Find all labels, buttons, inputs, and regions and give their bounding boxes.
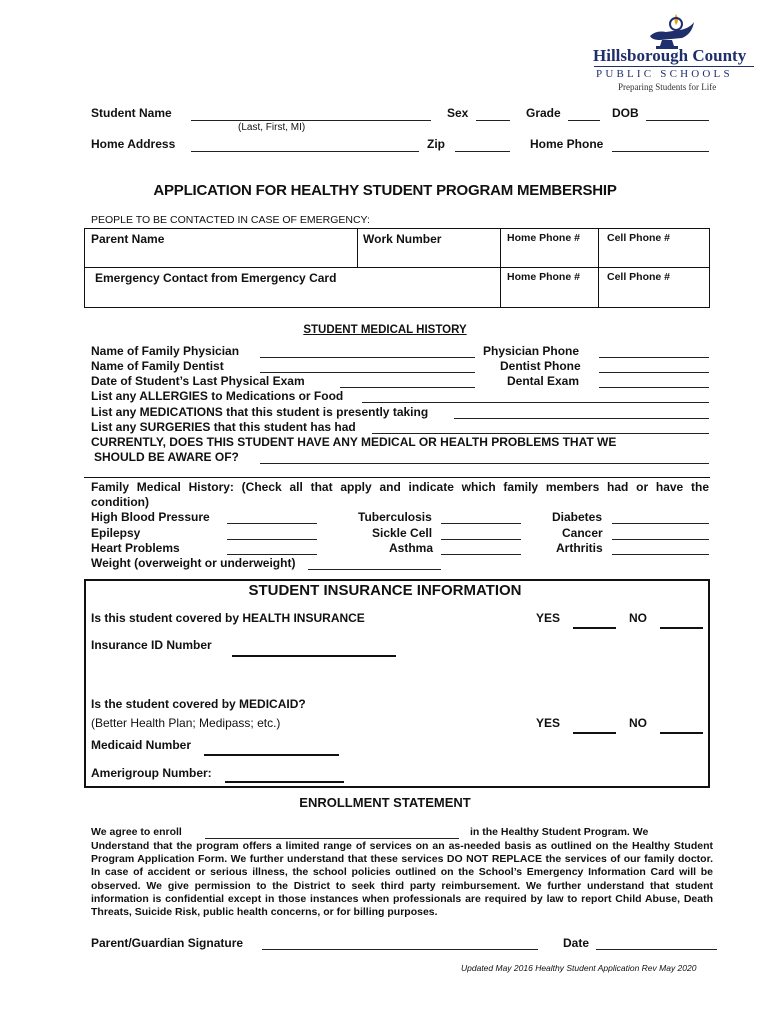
dental-exam-label: Dental Exam xyxy=(507,374,580,388)
date-field[interactable] xyxy=(596,949,717,950)
arthritis-label: Arthritis xyxy=(556,541,603,555)
in-program-label: in the Healthy Student Program. We xyxy=(470,826,649,838)
cell-phone-2-label: Cell Phone # xyxy=(607,271,671,283)
current-problems-label-2: SHOULD BE AWARE OF? xyxy=(94,450,239,464)
parent-name-label: Parent Name xyxy=(91,232,165,246)
footer-note: Updated May 2016 Healthy Student Application Rev May 2020 xyxy=(461,963,697,973)
heart-label: Heart Problems xyxy=(91,541,180,555)
sex-field[interactable] xyxy=(476,120,510,121)
sickle-field[interactable] xyxy=(441,539,521,540)
home-phone-1-label: Home Phone # xyxy=(507,232,580,244)
medicaid-yes-label: YES xyxy=(536,716,561,730)
cell-phone-1-label: Cell Phone # xyxy=(607,232,671,244)
agree-label: We agree to enroll xyxy=(91,826,182,838)
grade-field[interactable] xyxy=(568,120,600,121)
asthma-label: Asthma xyxy=(389,541,434,555)
medical-heading: STUDENT MEDICAL HISTORY xyxy=(303,324,467,336)
zip-field[interactable] xyxy=(455,151,510,152)
health-insurance-label: Is this student covered by HEALTH INSURANCE xyxy=(91,611,365,625)
home-phone-label: Home Phone xyxy=(530,137,604,151)
dentist-label: Name of Family Dentist xyxy=(91,359,224,373)
emergency-col-divider-1 xyxy=(357,228,358,267)
logo-divider xyxy=(594,66,754,67)
family-intro-1: Family Medical History: (Check all that apply and indicate which family members had or have the xyxy=(91,480,709,494)
family-intro-2: condition) xyxy=(91,495,149,509)
date-label: Date xyxy=(563,936,590,950)
amerigroup-label: Amerigroup Number: xyxy=(91,766,212,780)
home-address-field[interactable] xyxy=(191,151,419,152)
dentist-phone-field[interactable] xyxy=(599,372,709,373)
physician-phone-field[interactable] xyxy=(599,357,709,358)
signature-field[interactable] xyxy=(262,949,538,950)
name-hint: (Last, First, MI) xyxy=(238,122,306,133)
medicaid-number-label: Medicaid Number xyxy=(91,738,192,752)
logo-name: Hillsborough County xyxy=(593,46,747,65)
dentist-phone-label: Dentist Phone xyxy=(500,359,581,373)
tb-field[interactable] xyxy=(441,523,521,524)
insurance-heading: STUDENT INSURANCE INFORMATION xyxy=(248,582,522,599)
epilepsy-field[interactable] xyxy=(227,539,317,540)
emergency-col-divider-3 xyxy=(598,228,599,308)
surgeries-label: List any SURGERIES that this student has had xyxy=(91,420,356,434)
grade-label: Grade xyxy=(526,106,561,120)
diabetes-label: Diabetes xyxy=(552,510,603,524)
insurance-no-field[interactable] xyxy=(660,627,703,629)
work-number-label: Work Number xyxy=(363,232,442,246)
current-problems-field[interactable] xyxy=(260,463,709,464)
insurance-id-label: Insurance ID Number xyxy=(91,638,212,652)
dob-label: DOB xyxy=(612,106,639,120)
diabetes-field[interactable] xyxy=(612,523,709,524)
sex-label: Sex xyxy=(447,106,469,120)
enrollment-heading: ENROLLMENT STATEMENT xyxy=(299,795,471,810)
weight-field[interactable] xyxy=(308,569,441,570)
allergies-field[interactable] xyxy=(362,402,709,403)
medicaid-yes-field[interactable] xyxy=(573,732,616,734)
form-title: APPLICATION FOR HEALTHY STUDENT PROGRAM MEMBERSHIP xyxy=(153,182,617,199)
allergies-label: List any ALLERGIES to Medications or Food xyxy=(91,389,344,403)
home-phone-2-label: Home Phone # xyxy=(507,271,580,283)
weight-label: Weight (overweight or underweight) xyxy=(91,556,296,570)
medications-field[interactable] xyxy=(454,418,709,419)
logo-sub: PUBLIC SCHOOLS xyxy=(596,68,733,80)
last-physical-field[interactable] xyxy=(340,387,475,388)
surgeries-field[interactable] xyxy=(372,433,709,434)
physician-label: Name of Family Physician xyxy=(91,344,240,358)
epilepsy-label: Epilepsy xyxy=(91,526,141,540)
dentist-field[interactable] xyxy=(260,372,475,373)
emergency-contact-label: Emergency Contact from Emergency Card xyxy=(95,271,337,285)
logo-tagline: Preparing Students for Life xyxy=(618,82,717,92)
insurance-id-field[interactable] xyxy=(232,655,396,657)
sickle-label: Sickle Cell xyxy=(372,526,433,540)
medicaid-examples: (Better Health Plan; Medipass; etc.) xyxy=(91,716,281,730)
medicaid-no-field[interactable] xyxy=(660,732,703,734)
insurance-yes-label: YES xyxy=(536,611,561,625)
student-name-field[interactable] xyxy=(191,120,431,121)
student-enroll-field[interactable] xyxy=(205,838,459,839)
insurance-no-label: NO xyxy=(629,611,647,625)
student-name-label: Student Name xyxy=(91,106,172,120)
home-address-label: Home Address xyxy=(91,137,176,151)
zip-label: Zip xyxy=(427,137,445,151)
hbp-field[interactable] xyxy=(227,523,317,524)
medications-label: List any MEDICATIONS that this student is presently taking xyxy=(91,405,429,419)
amerigroup-field[interactable] xyxy=(225,781,344,783)
heart-field[interactable] xyxy=(227,554,317,555)
dental-exam-field[interactable] xyxy=(599,387,709,388)
medicaid-question: Is the student covered by MEDICAID? xyxy=(91,697,306,711)
cancer-field[interactable] xyxy=(612,539,709,540)
dob-field[interactable] xyxy=(646,120,709,121)
home-phone-field[interactable] xyxy=(612,151,709,152)
physician-phone-label: Physician Phone xyxy=(483,344,580,358)
arthritis-field[interactable] xyxy=(612,554,709,555)
section-divider xyxy=(84,477,710,478)
tb-label: Tuberculosis xyxy=(358,510,432,524)
insurance-yes-field[interactable] xyxy=(573,627,616,629)
asthma-field[interactable] xyxy=(441,554,521,555)
cancer-label: Cancer xyxy=(562,526,603,540)
last-physical-label: Date of Student’s Last Physical Exam xyxy=(91,374,305,388)
emergency-row-divider xyxy=(84,267,710,268)
medicaid-no-label: NO xyxy=(629,716,647,730)
signature-label: Parent/Guardian Signature xyxy=(91,936,244,950)
emergency-col-divider-2 xyxy=(500,228,501,308)
medicaid-number-field[interactable] xyxy=(204,754,339,756)
emergency-heading: PEOPLE TO BE CONTACTED IN CASE OF EMERGENCY: xyxy=(91,214,370,226)
physician-field[interactable] xyxy=(260,357,475,358)
enrollment-body: Understand that the program offers a limited range of services on an as-needed basis as outlined on the Healthy Student Program Application Form. We further understand that these services DO NOT REPLACE the services of our family doctor. In case of accident or serious illness, the school policies outlined on the School’s Emergency Information Card will be observed. We give permission to the District to seek third party reimbursement. We further understand that student information is confidential except in those instances when professionals are required by law to report Child Abuse, Death Threats, Suicide Risk, public health concerns, or for billing purposes. xyxy=(91,840,713,919)
current-problems-label-1: CURRENTLY, DOES THIS STUDENT HAVE ANY MEDICAL OR HEALTH PROBLEMS THAT WE xyxy=(91,435,617,449)
hbp-label: High Blood Pressure xyxy=(91,510,210,524)
